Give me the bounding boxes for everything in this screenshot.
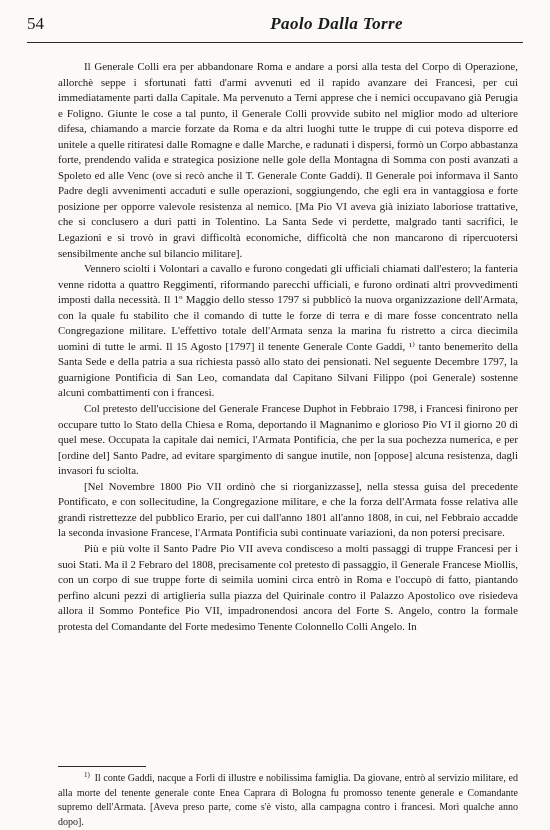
page-header	[27, 14, 523, 40]
paragraph: Col pretesto dell'uccisione del Generale Francese Duphot in Febbraio 1798, i Francesi finirono per occupare tutto lo Stato della Chiesa e Roma, deportando il Magnanimo e glorioso Pio VI il giorno 20 di quel mese. Occupata la capitale dai nemici, l'Armata Pontificia, che per la sua pochezza numerica, e per [ordine del] Santo Padre, ad evitare spargimento di sangue inutile, non [oppose] alcuna resistenza, dagli invasori fu sciolta.	[58, 403, 518, 478]
paragraph: Più e più volte il Santo Padre Pio VII aveva condisceso a molti passaggi di truppe Francesi per i suoi Stati. Ma il 2 Febraro del 1808, precisamente col pretesto di passaggio, il Generale Francese Miollis, con un corpo di sue truppe forte di seimila uomini circa entrò in Roma e l'occupò di fatto, piantando perfino alcuni pezzi di artiglieria sulla piazza del Quirinale contro il Palazzo Apostolico ove risiedeva allora il Sommo Pontefice Pio VII, impadronendosi ancora del Forte S. Angelo, contro la formale protesta del Comandante del Forte medesimo Tenente Colonnello Colli Angelo. In	[58, 542, 518, 633]
footnote-rule	[58, 766, 146, 767]
footnote	[58, 772, 518, 830]
paragraph: [Nel Novembre 1800 Pio VII ordinò che si riorganizzasse], nella stessa guisa del precedente Pontificato, e con sollecitudine, la Congregazione militare, e che la forza dell'Armata fosse relativa alle grandi ristrettezze del pubblico Erario, per cui dall'anno 1801 all'anno 1808, in cui, nel Febbraio accadde la seconda invasione Francese, l'Armata Pontificia subì continuate variazioni, da non potersi precisare.	[58, 480, 518, 540]
paragraph: Il Generale Colli era per abbandonare Roma e andare a porsi alla testa del Corpo di Operazione, allorchè seppe i sfortunati fatti d'armi avvenuti ed il rapido avanzare dei Francesi, per cui immediatamente partì dalla Capitale. Ma pervenuto a Terni apprese che i nemici occupavano già Perugia e Foligno. Giunte le cose a tal punto, il Generale Colli provvide subito nel miglior modo ad ulteriore difesa, chiamando a marcie forzate da Roma e da altri luoghi tutte le truppe di cui poteva disporre ed unitele a quelle ritiratesi dalle Romagne e dalle Marche, e radunati i dispersi, formò un Corpo abbastanza forte, prendendo valida e strategica posizione nelle gole della Montagna di Somma con posti avanzati a Spoleto ed alle Venc (ove si recò anche il T. Generale Conte Gaddi). Il Generale poi informava il Santo Padre degli avvenimenti accaduti e sulle operazioni, soggiungendo, che egli era in vantaggiosa e forte posizione per opporre valevole resistenza al nemico. [Ma Pio VI aveva già iniziato laboriose trattative, che si conclusero a duri patti in Tolentino. La Santa Sede vi perdette, malgrado tanti sacrifici, le Legazioni e si trovò in gravi difficoltà economiche, difficoltà che non mancarono di ripercuotersi sensibilmente anche sul bilancio militare].	[58, 61, 518, 260]
page-number: 54	[27, 14, 44, 33]
paragraph: Vennero sciolti i Volontari a cavallo e furono congedati gli ufficiali chiamati dall'estero; la fanteria venne ridotta a quattro Reggimenti, riformando parecchi ufficiali, e furono ordinati altri provvedimenti imposti dalla necessità. Il 1º Maggio dello stesso 1797 si pubblicò la nuova organizzazione dell'Armata, con la quale fu stabilito che il comando di tutte le forze di terra e di mare fosse concentrato nella Congregazione militare. L'effettivo totale dell'Armata senza la marina fu ristretto a circa diecimila uomini di tutte le armi. Il 15 Agosto [1797] il tenente Generale Conte Gaddi, ¹⁾ tanto benemerito della Santa Sede e della patria a sua richiesta passò allo stato dei pensionati. Nel seguente Decembre 1797, la guarnigione Pontificia di San Leo, comandata dal Capitano Silvani Filippo (poi Generale) sostenne alcuni combattimenti con i francesi.	[58, 263, 518, 400]
footnote-marker: 1)	[84, 770, 90, 779]
footnote-text: Il conte Gaddi, nacque a Forlì di illustre e nobilissima famiglia. Da giovane, entrò al servizio militare, ed alla morte del tenente generale conte Enea Caprara di Bologna fu promosso tenente generale e Comandante supremo dell'Armata. [Aveva preso parte, come s'è visto, alla campagna contro i francesi. Morì qualche anno dopo].	[58, 773, 518, 828]
running-title: Paolo Dalla Torre	[270, 14, 403, 33]
header-rule	[27, 42, 523, 43]
body-text	[58, 60, 518, 635]
